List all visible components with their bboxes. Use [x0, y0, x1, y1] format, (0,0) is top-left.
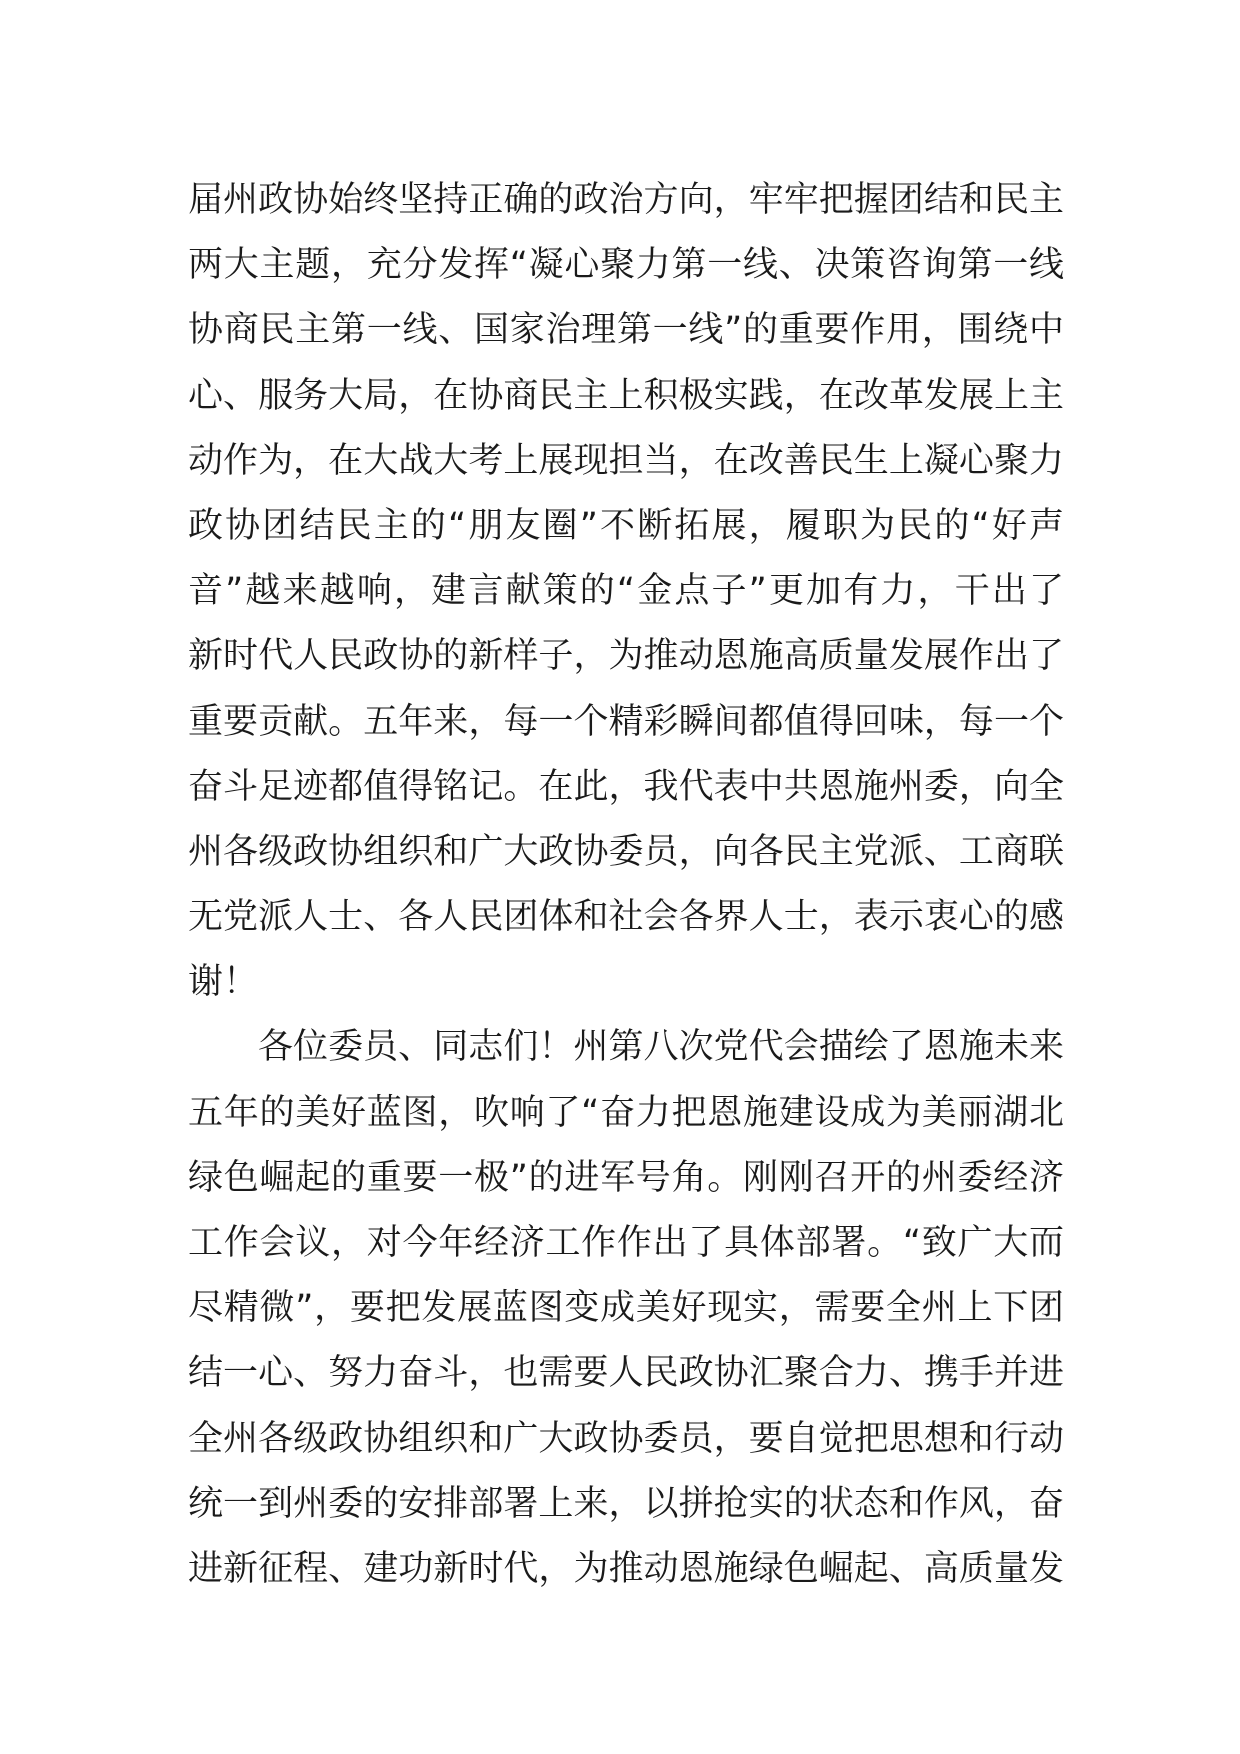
text-line: 重要贡献。五年来，每一个精彩瞬间都值得回味，每一个 [188, 701, 1064, 742]
text-line: 统一到州委的安排部署上来，以拼抢实的状态和作风，奋 [188, 1483, 1064, 1524]
text-line: 结一心、努力奋斗，也需要人民政协汇聚合力、携手并进 [188, 1353, 1064, 1394]
text-line: 协商民主第一线、国家治理第一线”的重要作用，围绕中 [188, 310, 1064, 351]
text-line: 心、服务大局，在协商民主上积极实践，在改革发展上主 [188, 375, 1064, 416]
text-line: 绿色崛起的重要一极”的进军号角。刚刚召开的州委经济 [188, 1157, 1064, 1198]
text-line: 全州各级政协组织和广大政协委员，要自觉把思想和行动 [188, 1418, 1064, 1459]
text-line: 两大主题，充分发挥“凝心聚力第一线、决策咨询第一线 [188, 245, 1064, 286]
text-line: 尽精微”，要把发展蓝图变成美好现实，需要全州上下团 [188, 1288, 1064, 1329]
text-line: 新时代人民政协的新样子，为推动恩施高质量发展作出了 [188, 636, 1064, 677]
text-line: 音”越来越响，建言献策的“金点子”更加有力，干出了 [188, 571, 1064, 612]
body-text [188, 168, 1064, 1602]
paragraph-start-line: 各位委员、同志们！州第八次党代会描绘了恩施未来 [258, 1027, 1064, 1068]
text-line: 州各级政协组织和广大政协委员，向各民主党派、工商联 [188, 831, 1064, 872]
text-line: 无党派人士、各人民团体和社会各界人士，表示衷心的感 [188, 897, 1064, 938]
paragraph-end-line: 谢！ [188, 962, 259, 1003]
text-line: 动作为，在大战大考上展现担当，在改善民生上凝心聚力 [188, 440, 1064, 481]
text-line: 进新征程、建功新时代，为推动恩施绿色崛起、高质量发 [188, 1548, 1064, 1589]
text-line: 届州政协始终坚持正确的政治方向，牢牢把握团结和民主 [188, 180, 1064, 220]
text-line: 奋斗足迹都值得铭记。在此，我代表中共恩施州委，向全 [188, 766, 1064, 807]
text-line: 政协团结民主的“朋友圈”不断拓展，履职为民的“好声 [188, 505, 1064, 546]
text-line: 五年的美好蓝图，吹响了“奋力把恩施建设成为美丽湖北 [188, 1092, 1064, 1133]
text-line: 工作会议，对今年经济工作作出了具体部署。“致广大而 [188, 1223, 1064, 1263]
